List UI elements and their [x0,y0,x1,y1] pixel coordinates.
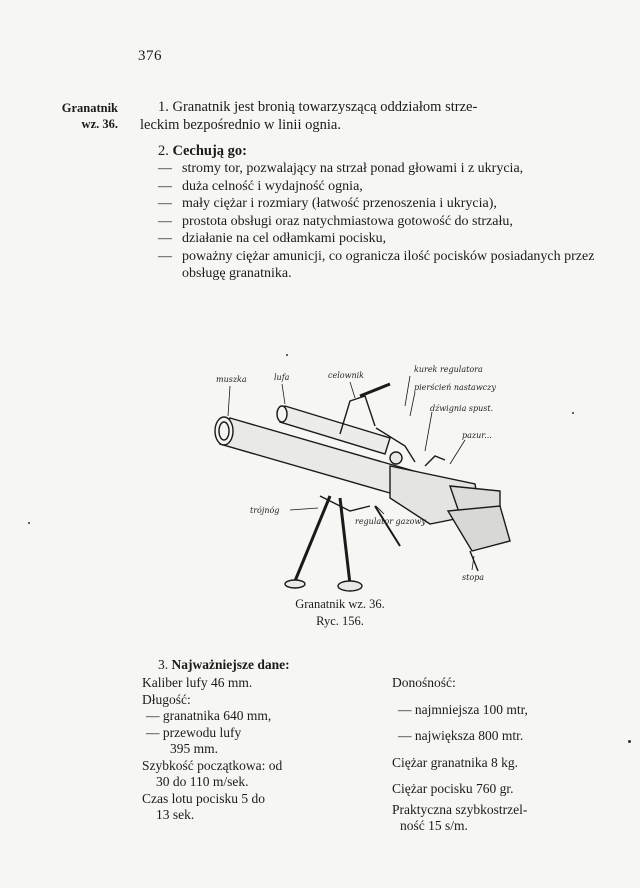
scan-speck [28,522,30,524]
spec-ciezar-pocisku: Ciężar pocisku 760 gr. [392,781,514,796]
specs-right-column [392,675,602,835]
margin-title-line-1: Granatnik [61,101,118,115]
figure-caption-title: Granatnik wz. 36. [295,597,385,611]
feature-item: — duża celność i wydajność ognia, [158,178,598,196]
spec-najwieksza: — największa 800 mtr. [398,728,524,743]
spec-donosnosc-label: Donośność: [392,675,456,690]
label-pierscien-nastawczy: pierścień nastawczy [414,383,496,392]
section-3-number: 3. [158,657,169,672]
label-muszka: muszka [216,375,247,384]
spec-czas-line-2: 13 sek. [156,807,195,822]
label-lufa: lufa [274,373,290,382]
spec-dlugosc-granatnika: — granatnika 640 mm, [146,708,272,723]
spec-szybkosc-line-2: 30 do 110 m/sek. [156,774,249,789]
label-regulator-gazowy: regulator gazowy [355,517,426,526]
label-kurek-regulatora: kurek regulatora [414,365,483,374]
scan-speck [572,412,574,414]
feature-item: — poważny ciężar amunicji, co ogranicza ilość pocisków posiadanych przez obsługę granatnika. [158,248,598,283]
paragraph-1 [140,98,595,134]
specs-left-column [142,675,352,824]
section-2-heading [158,143,247,160]
figure-caption-ref: Ryc. 156. [316,614,364,628]
paragraph-1-line-1: 1. Granatnik jest bronią towarzyszącą oddziałom strze- [158,99,478,115]
spec-dlugosc-przewodu: — przewodu lufy [146,724,242,740]
label-pazury: pazur... [462,431,492,440]
spec-szybkostrzelnosc-line-1: Praktyczna szybkostrzel- [392,801,528,817]
spec-szybkosc-line-1: Szybkość początkowa: od [142,757,283,773]
spec-najmniejsza: — najmniejsza 100 mtr, [398,701,528,717]
margin-title-line-2: wz. 36. [81,117,118,131]
spec-kaliber: Kaliber lufy 46 mm. [142,675,253,690]
page-number: 376 [138,48,162,64]
figure-caption [260,596,420,630]
label-trojnog: trójnóg [250,506,280,515]
spec-szybkostrzelnosc-line-2: ność 15 s/m. [400,818,468,833]
label-dzwignia-spust: dźwignia spust. [430,404,494,413]
spec-dlugosc-label: Długość: [142,691,191,707]
feature-item: — mały ciężar i rozmiary (łatwość przenoszenia i ukrycia), [158,195,598,213]
label-stopa: stopa [462,573,485,582]
feature-item: — stromy tor, pozwalający na strzał ponad głowami i z ukrycia, [158,160,598,178]
feature-item: — prostota obsługi oraz natychmiastowa gotowość do strzału, [158,213,598,231]
feature-item: — działanie na cel odłamkami pocisku, [158,230,598,248]
scan-speck [286,354,288,356]
section-3-title: Najważniejsze dane: [171,657,290,672]
section-2-number: 2. [158,143,169,159]
features-list [158,160,598,283]
spec-dlugosc-przewodu-value: 395 mm. [170,741,219,756]
grenade-launcher-illustration [200,356,560,596]
section-2-title: Cechują go: [172,143,248,159]
section-3-heading [158,657,290,673]
spec-ciezar-granatnika: Ciężar granatnika 8 kg. [392,754,518,770]
label-celownik: celownik [328,371,364,380]
spec-czas-line-1: Czas lotu pocisku 5 do [142,790,265,806]
paragraph-1-line-2: leckim bezpośrednio w linii ognia. [140,117,341,133]
margin-title [40,100,118,132]
scan-speck [628,740,631,743]
